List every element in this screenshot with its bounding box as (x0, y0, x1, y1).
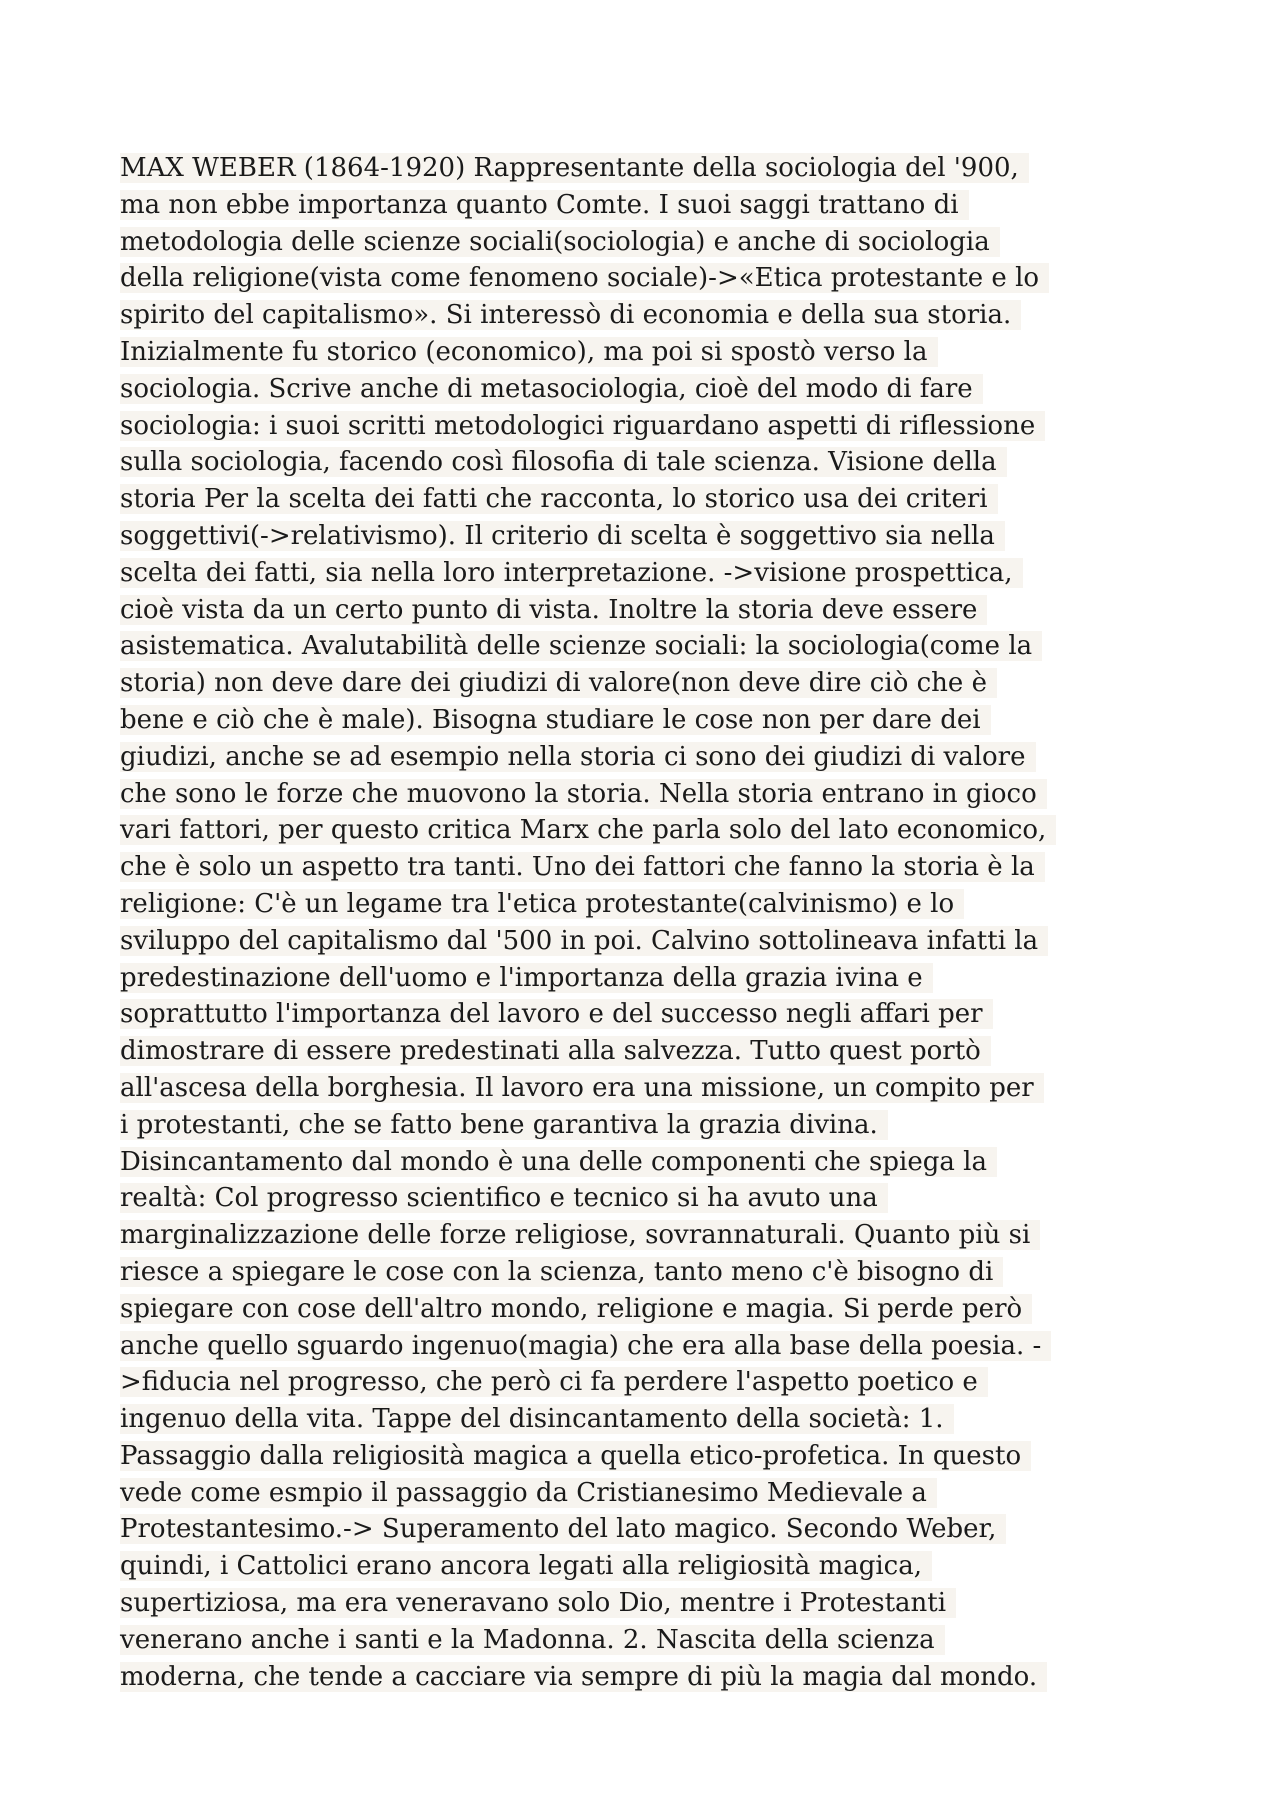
text-line: vede come esmpio il passaggio da Cristianesimo Medievale a (120, 1475, 1180, 1512)
text-line: anche quello sguardo ingenuo(magia) che era alla base della poesia. - (120, 1328, 1180, 1365)
text-line: sviluppo del capitalismo dal '500 in poi. Calvino sottolineava infatti la (120, 923, 1180, 960)
text-line: spiegare con cose dell'altro mondo, religione e magia. Si perde però (120, 1291, 1180, 1328)
text-line: >fiducia nel progresso, che però ci fa perdere l'aspetto poetico e (120, 1364, 1180, 1401)
text-line: Passaggio dalla religiosità magica a quella etico-profetica. In questo (120, 1438, 1180, 1475)
text-line: storia) non deve dare dei giudizi di valore(non deve dire ciò che è (120, 665, 1180, 702)
text-line: cioè vista da un certo punto di vista. Inoltre la storia deve essere (120, 592, 1180, 629)
body-text (120, 150, 1180, 1695)
text-line: i protestanti, che se fatto bene garantiva la grazia divina. (120, 1107, 1180, 1144)
text-line: realtà: Col progresso scientifico e tecnico si ha avuto una (120, 1180, 1180, 1217)
text-line: riesce a spiegare le cose con la scienza, tanto meno c'è bisogno di (120, 1254, 1180, 1291)
text-line: Protestantesimo.-> Superamento del lato magico. Secondo Weber, (120, 1511, 1180, 1548)
text-line: spirito del capitalismo». Si interessò di economia e della sua storia. (120, 297, 1180, 334)
text-line: sulla sociologia, facendo così filosofia di tale scienza. Visione della (120, 444, 1180, 481)
text-line: moderna, che tende a cacciare via sempre di più la magia dal mondo. (120, 1659, 1180, 1696)
text-line: scelta dei fatti, sia nella loro interpretazione. ->visione prospettica, (120, 555, 1180, 592)
text-line: vari fattori, per questo critica Marx che parla solo del lato economico, (120, 812, 1180, 849)
text-line: della religione(vista come fenomeno sociale)->«Etica protestante e lo (120, 260, 1180, 297)
text-line: marginalizzazione delle forze religiose, sovrannaturali. Quanto più si (120, 1217, 1180, 1254)
text-line: sociologia: i suoi scritti metodologici riguardano aspetti di riflessione (120, 408, 1180, 445)
text-line: storia Per la scelta dei fatti che racconta, lo storico usa dei criteri (120, 481, 1180, 518)
text-line: sociologia. Scrive anche di metasociologia, cioè del modo di fare (120, 371, 1180, 408)
text-line: supertiziosa, ma era veneravano solo Dio, mentre i Protestanti (120, 1585, 1180, 1622)
text-line: che è solo un aspetto tra tanti. Uno dei fattori che fanno la storia è la (120, 849, 1180, 886)
text-line: Disincantamento dal mondo è una delle componenti che spiega la (120, 1144, 1180, 1181)
text-line: dimostrare di essere predestinati alla salvezza. Tutto quest portò (120, 1033, 1180, 1070)
text-line: metodologia delle scienze sociali(sociologia) e anche di sociologia (120, 224, 1180, 261)
text-line: predestinazione dell'uomo e l'importanza della grazia ivina e (120, 960, 1180, 997)
text-line: giudizi, anche se ad esempio nella storia ci sono dei giudizi di valore (120, 739, 1180, 776)
text-line: quindi, i Cattolici erano ancora legati alla religiosità magica, (120, 1548, 1180, 1585)
text-line: venerano anche i santi e la Madonna. 2. Nascita della scienza (120, 1622, 1180, 1659)
text-line: religione: C'è un legame tra l'etica protestante(calvinismo) e lo (120, 886, 1180, 923)
text-line: all'ascesa della borghesia. Il lavoro era una missione, un compito per (120, 1070, 1180, 1107)
text-line: asistematica. Avalutabilità delle scienze sociali: la sociologia(come la (120, 628, 1180, 665)
text-line: che sono le forze che muovono la storia. Nella storia entrano in gioco (120, 776, 1180, 813)
text-line: soggettivi(->relativismo). Il criterio di scelta è soggettivo sia nella (120, 518, 1180, 555)
text-line: soprattutto l'importanza del lavoro e del successo negli affari per (120, 996, 1180, 1033)
text-line: ma non ebbe importanza quanto Comte. I suoi saggi trattano di (120, 187, 1180, 224)
text-line: MAX WEBER (1864-1920) Rappresentante della sociologia del '900, (120, 150, 1180, 187)
text-line: ingenuo della vita. Tappe del disincantamento della società: 1. (120, 1401, 1180, 1438)
text-line: Inizialmente fu storico (economico), ma poi si spostò verso la (120, 334, 1180, 371)
text-line: bene e ciò che è male). Bisogna studiare le cose non per dare dei (120, 702, 1180, 739)
